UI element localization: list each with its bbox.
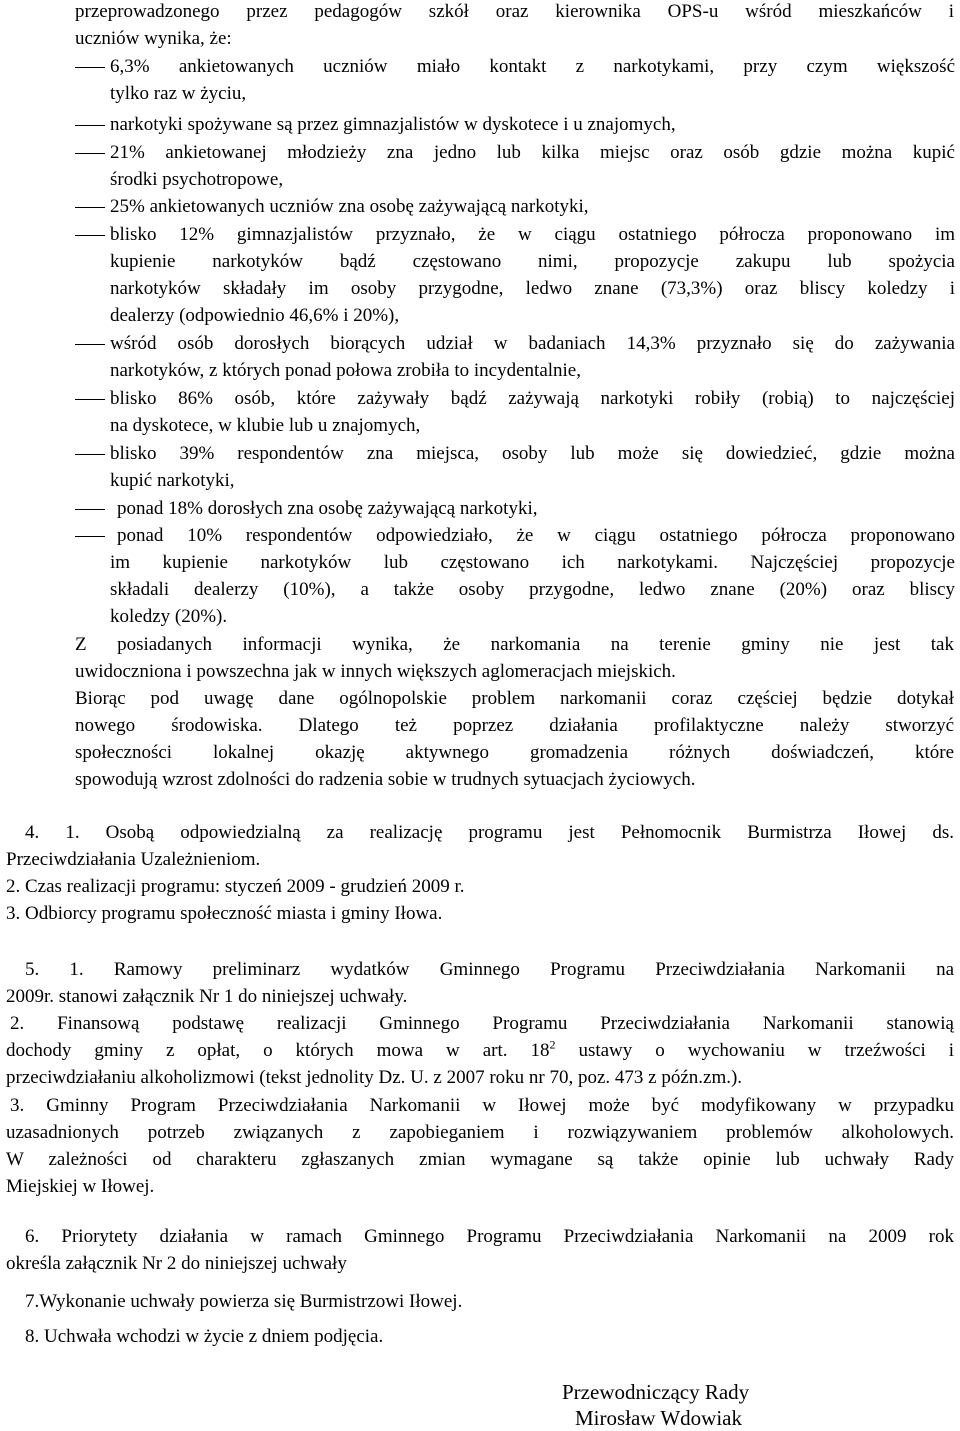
bullet-line: 21% ankietowanej młodzieży zna jedno lub kilka miejsc oraz osób gdzie można kupić	[110, 142, 955, 163]
dash-bullet-icon	[75, 509, 105, 510]
section-4-line: 2. Czas realizacji programu: styczeń 2009 - grudzień 2009 r.	[6, 876, 465, 897]
section-4-line: 3. Odbiorcy programu społeczność miasta i gminy Iłowa.	[6, 903, 443, 924]
dash-bullet-icon	[75, 344, 105, 345]
bullet-line: narkotyków składały im osoby przygodne, ledwo znane (73,3%) oraz bliscy koledzy i	[110, 278, 955, 299]
signature-title: Przewodniczący Rady	[562, 1380, 750, 1404]
dash-bullet-icon	[75, 536, 105, 537]
paragraph-line: społeczności lokalnej okazję aktywnego gromadzenia różnych doświadczeń, które	[75, 742, 954, 763]
section-6-line: określa załącznik Nr 2 do niniejszej uchwały	[6, 1253, 347, 1274]
bullet-line: narkotyków, z których ponad połowa zrobiła to incydentalnie,	[110, 360, 581, 381]
bullet-line: składali dealerzy (10%), a także osoby przygodne, ledwo znane (20%) oraz bliscy	[110, 579, 955, 600]
section-5-1-line: 5. 1. Ramowy preliminarz wydatków Gminnego Programu Przeciwdziałania Narkomanii na	[25, 959, 954, 980]
dash-bullet-icon	[75, 399, 105, 400]
bullet-line: wśród osób dorosłych biorących udział w badaniach 14,3% przyznało się do zażywania	[110, 333, 955, 354]
bullet-line: 25% ankietowanych uczniów zna osobę zażywającą narkotyki,	[110, 196, 589, 217]
section-5-2-text: dochody gminy z opłat, o których mowa w art. 18	[6, 1040, 550, 1061]
bullet-line: im kupienie narkotyków lub częstowano ich narkotykami. Najczęściej propozycje	[110, 552, 955, 573]
section-5-3-line: Miejskiej w Iłowej.	[6, 1176, 155, 1197]
dash-bullet-icon	[75, 153, 105, 154]
bullet-line: tylko raz w życiu,	[110, 83, 247, 104]
section-5-2-line	[6, 1037, 954, 1064]
bullet-line: na dyskotece, w klubie lub u znajomych,	[110, 415, 421, 436]
bullet-line: blisko 39% respondentów zna miejsca, osoby lub może się dowiedzieć, gdzie można	[110, 443, 955, 464]
bullet-line: 6,3% ankietowanych uczniów miało kontakt z narkotykami, przy czym większość	[110, 56, 955, 77]
dash-bullet-icon	[75, 67, 105, 68]
paragraph-line: Z posiadanych informacji wynika, że narkomania na terenie gminy nie jest tak	[75, 634, 954, 655]
intro-line: przeprowadzonego przez pedagogów szkół oraz kierownika OPS-u wśród mieszkańców i	[75, 1, 954, 22]
section-6-line: 6. Priorytety działania w ramach Gminnego Programu Przeciwdziałania Narkomanii na 2009 rok	[25, 1226, 954, 1247]
section-5-3-line: uzasadnionych potrzeb związanych z zapobieganiem i rozwiązywaniem problemów alkoholowych.	[6, 1122, 954, 1143]
section-7-line: 7.Wykonanie uchwały powierza się Burmistrzowi Iłowej.	[25, 1291, 463, 1312]
dash-bullet-icon	[75, 454, 105, 455]
bullet-line: ponad 18% dorosłych zna osobę zażywającą narkotyki,	[117, 498, 538, 519]
intro-line: uczniów wynika, że:	[75, 28, 232, 49]
section-8-line: 8. Uchwała wchodzi w życie z dniem podjęcia.	[25, 1326, 384, 1347]
bullet-line: narkotyki spożywane są przez gimnazjalistów w dyskotece i u znajomych,	[110, 114, 676, 135]
section-5-2-line: przeciwdziałaniu alkoholizmowi (tekst jednolity Dz. U. z 2007 roku nr 70, poz. 473 z późn.zm.).	[6, 1067, 743, 1088]
bullet-line: dealerzy (odpowiednio 46,6% i 20%),	[110, 305, 400, 326]
bullet-line: koledzy (20%).	[110, 606, 228, 627]
signature-name: Mirosław Wdowiak	[575, 1406, 743, 1430]
bullet-line: blisko 12% gimnazjalistów przyznało, że w ciągu ostatniego półrocza proponowano im	[110, 224, 955, 245]
paragraph-line: uwidoczniona i powszechna jak w innych większych aglomeracjach miejskich.	[75, 661, 676, 682]
bullet-line: kupić narkotyki,	[110, 470, 235, 491]
paragraph-line: nowego środowiska. Dlatego też poprzez działania profilaktyczne należy stworzyć	[75, 715, 954, 736]
bullet-line: środki psychotropowe,	[110, 169, 284, 190]
bullet-line: ponad 10% respondentów odpowiedziało, że w ciągu ostatniego półrocza proponowano	[117, 525, 955, 546]
article-superscript: 2	[549, 1037, 556, 1052]
dash-bullet-icon	[75, 207, 105, 208]
section-4-line: 4. 1. Osobą odpowiedzialną za realizację programu jest Pełnomocnik Burmistrza Iłowej ds.	[25, 822, 954, 843]
section-5-3-line: 3. Gminny Program Przeciwdziałania Narkomanii w Iłowej może być modyfikowany w przypadku	[10, 1095, 954, 1116]
section-5-2-text: ustawy o wychowaniu w trzeźwości i	[555, 1040, 954, 1061]
section-5-3-line: W zależności od charakteru zgłaszanych zmian wymagane są także opinie lub uchwały Rady	[6, 1149, 954, 1170]
dash-bullet-icon	[75, 235, 105, 236]
bullet-line: kupienie narkotyków bądź częstowano nimi, propozycje zakupu lub spożycia	[110, 251, 955, 272]
paragraph-line: Biorąc pod uwagę dane ogólnopolskie problem narkomanii coraz częściej będzie dotykał	[75, 688, 954, 709]
paragraph-line: spowodują wzrost zdolności do radzenia sobie w trudnych sytuacjach życiowych.	[75, 769, 696, 790]
dash-bullet-icon	[75, 125, 105, 126]
section-5-2-line: 2. Finansową podstawę realizacji Gminnego Programu Przeciwdziałania Narkomanii stanowią	[10, 1013, 954, 1034]
bullet-line: blisko 86% osób, które zażywały bądź zażywają narkotyki robiły (robią) to najczęściej	[110, 388, 955, 409]
section-4-line: Przeciwdziałania Uzależnieniom.	[6, 849, 261, 870]
section-5-1-line: 2009r. stanowi załącznik Nr 1 do niniejszej uchwały.	[6, 986, 408, 1007]
